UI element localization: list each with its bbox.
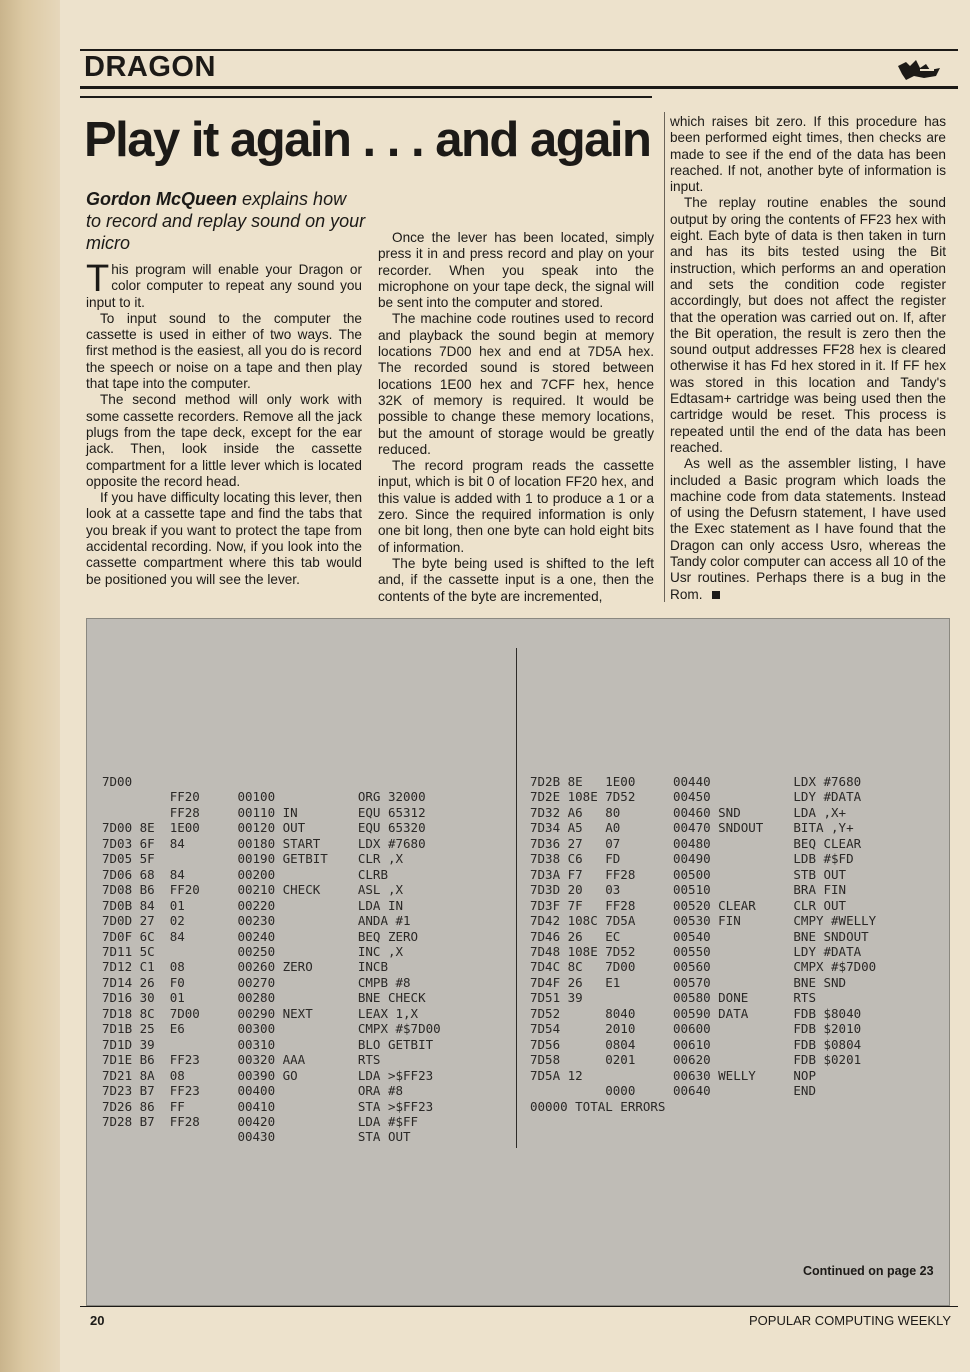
paragraph: The second method will only work with some cassette recorders. Remove all the jack plugs from the tape deck, except for the ear jack. Then, look inside the cassette compartment for a little lever which is located opposite the record head.	[86, 392, 362, 489]
article-column-1	[86, 258, 362, 588]
standfirst	[86, 188, 366, 254]
paragraph: Once the lever has been located, simply press it in and press record and play on your recorder. When you speak into the microphone on your tape deck, the signal will be sent into the computer and stored.	[378, 230, 654, 311]
continued-note: Continued on page 23	[803, 1264, 934, 1278]
binding-spine	[0, 0, 60, 1372]
section-label: DRAGON	[84, 51, 216, 83]
article-column-3	[670, 114, 946, 603]
paragraph: The record program reads the cassette input, which is bit 0 of location FF20 hex, and this value is added with 1 to produce a 1 or a zero. Since the required information is only one bit long, then one byte can hold eight bits of information.	[378, 458, 654, 555]
header-bottom-rule	[80, 86, 958, 89]
listing-divider	[516, 648, 517, 1148]
paragraph: To input sound to the computer the cassette is used in either of two ways. The first method is the easiest, all you do is record the speech or noise on a tape and then play that tape into the computer.	[86, 310, 362, 392]
author-name: Gordon McQueen	[86, 189, 238, 209]
paragraph: The machine code routines used to record and playback the sound begin at memory locations 7D00 hex and end at 7D5A hex. The recorded sound is stored between locations 1E00 hex and 7CFF hex, hence 32K of memory is required. It would be possible to change these memory locations, but the amount of storage would be greatly reduced.	[378, 311, 654, 457]
paragraph: The replay routine enables the sound output by oring the contents of FF23 hex with eight. Each byte of data is then taken in turn and has its bits tested using the Bit instruction, which performs an and operation and sets the condition code register accordingly, but does not affect the register that the operation was carried out on. If, after the Bit operation, the result is zero then the sound output addresses FF28 hex is cleared otherwise it has Fd hex stored in it. If FF hex was stored in this location and Tandy's Edtasam+ cartridge was being used then the cartridge would be reset. This process is repeated until the end of the data has been reached.	[670, 195, 946, 455]
magazine-name: POPULAR COMPUTING WEEKLY	[749, 1313, 952, 1328]
standfirst-text: explains how to record and replay sound on your micro	[86, 189, 366, 253]
paragraph: his program will enable your Dragon or color computer to repeat any sound you input to it.	[86, 262, 362, 310]
listing-left-column: 7D00 FF20 00100 ORG 32000 FF28 00110 IN EQU 65312 7D00 8E 1E00 00120 OUT EQU 65320 7D03 6F 84 00180 START LDX #7680 7D05 5F 00190 GETBIT CLR ,X 7D06 68 84 00200 CLRB 7D08 B6 FF20 00210 CHECK ASL ,X 7D0B 84 01 00220 LDA IN 7D0D 27 02 00230 ANDA #1 7D0F 6C 84 00240 BEQ ZERO 7D11 5C 00250 INC ,X 7D12 C1 08 00260 ZERO INCB 7D14 26 F0 00270 CMPB #8 7D16 30 01 00280 BNE CHECK 7D18 8C 7D00 00290 NEXT LEAX 1,X 7D1B 25 E6 00300 CMPX #$7D00 7D1D 39 00310 BLO GETBIT 7D1E B6 FF23 00320 AAA RTS 7D21 8A 08 00390 GO LDA >$FF23 7D23 B7 FF23 00400 ORA #8 7D26 86 FF 00410 STA >$FF23 7D28 B7 FF28 00420 LDA #$FF 00430 STA OUT	[102, 774, 441, 1145]
paragraph	[670, 456, 946, 603]
paragraph: which raises bit zero. If this procedure has been performed eight times, then checks are made to see if the end of the data has been reached. If not, another byte of information is input.	[670, 114, 946, 195]
article-headline: Play it again . . . and again	[84, 113, 651, 167]
paragraph-text: As well as the assembler listing, I have included a Basic program which loads the machine code from data statements. Instead of using the Defusrn statement, I have used the Exec statement as I have found that the Dragon can only access Usro, whereas the Tandy color computer can access all 10 of the Usr routines. Perhaps there is a bug in the Rom.	[670, 456, 946, 602]
article-column-2	[378, 230, 654, 605]
dragon-logo-icon	[896, 56, 942, 84]
end-mark-icon	[712, 591, 720, 599]
column-divider	[664, 112, 665, 602]
footer-rule	[80, 1306, 958, 1307]
drop-cap: T	[86, 258, 110, 300]
page-number: 20	[90, 1313, 105, 1328]
listing-right-column: 7D2B 8E 1E00 00440 LDX #7680 7D2E 108E 7D52 00450 LDY #DATA 7D32 A6 80 00460 SND LDA ,X+ 7D34 A5 A0 00470 SNDOUT BITA ,Y+ 7D36 27 07 00480 BEQ CLEAR 7D38 C6 FD 00490 LDB #$FD 7D3A F7 FF28 00500 STB OUT 7D3D 20 03 00510 BRA FIN 7D3F 7F FF28 00520 CLEAR CLR OUT 7D42 108C 7D5A 00530 FIN CMPY #WELLY 7D46 26 EC 00540 BNE SNDOUT 7D48 108E 7D52 00550 LDY #DATA 7D4C 8C 7D00 00560 CMPX #$7D00 7D4F 26 E1 00570 BNE SND 7D51 39 00580 DONE RTS 7D52 8040 00590 DATA FDB $8040 7D54 2010 00600 FDB $2010 7D56 0804 00610 FDB $0804 7D58 0201 00620 FDB $0201 7D5A 12 00630 WELLY NOP 0000 00640 END 00000 TOTAL ERRORS	[530, 774, 877, 1114]
paragraph: If you have difficulty locating this lever, then look at a cassette tape and find the tabs that you break if you want to protect the tape from accidental recording. Now, if you look into the cassette compartment where this tab would be positioned you will see the lever.	[86, 490, 362, 587]
paragraph: The byte being used is shifted to the left and, if the cassette input is a one, then the contents of the byte are incremented,	[378, 555, 654, 604]
